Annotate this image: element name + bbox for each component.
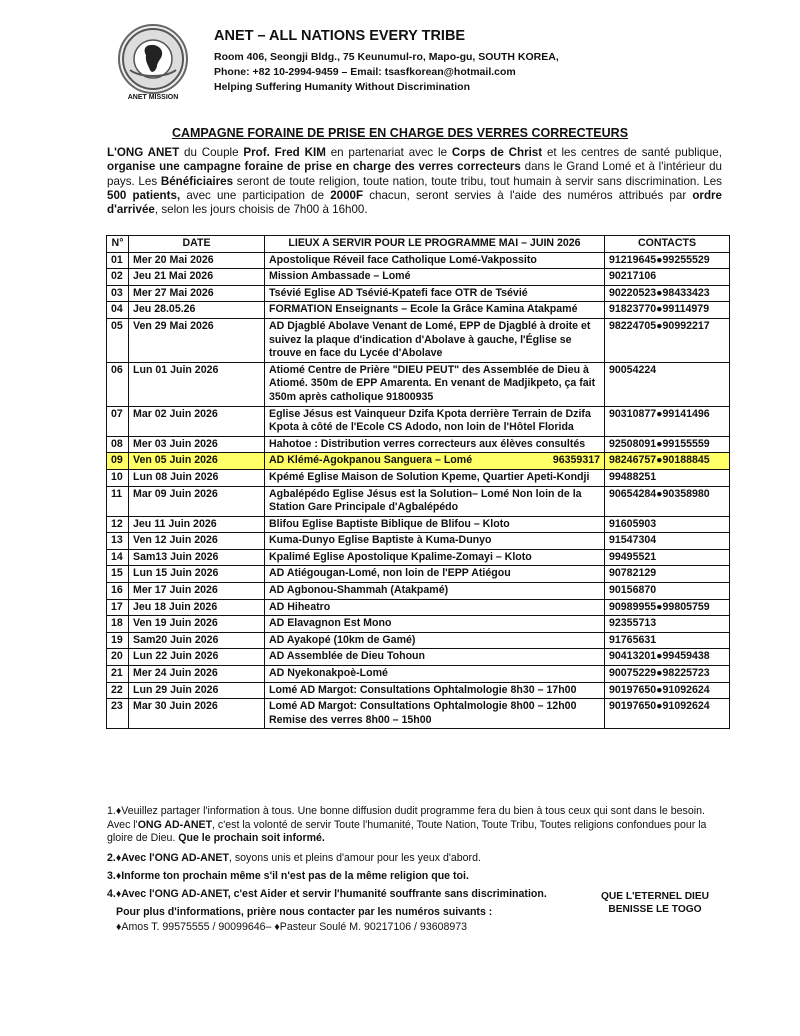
row-place-text: Agbalépédo Eglise Jésus est la Solution– Lomé Non loin de la Station Gare Principale d'Agbalépédo: [269, 487, 582, 514]
row-place-text: Tsévié Eglise AD Tsévié-Kpatefi face OTR de Tsévié: [269, 286, 528, 299]
intro-patients: 500 patients,: [107, 188, 181, 202]
row-date: Jeu 28.05.26: [129, 302, 265, 319]
table-row: [107, 616, 730, 633]
note-org: ONG AD-ANET: [137, 818, 213, 831]
row-date: Lun 01 Juin 2026: [129, 362, 265, 406]
row-contacts: 99495521: [605, 549, 730, 566]
note-org: ONG AD-ANET: [154, 852, 229, 864]
row-number: 07: [107, 406, 129, 436]
intro-order: ordre d'arrivée: [107, 188, 722, 217]
note-2: [107, 852, 727, 866]
row-number: 03: [107, 285, 129, 302]
row-contacts: 90782129: [605, 566, 730, 583]
row-date: Mer 17 Juin 2026: [129, 583, 265, 600]
table-row: [107, 549, 730, 566]
org-motto: Helping Suffering Humanity Without Discrimination: [214, 81, 470, 93]
intro-text: avec une participation de: [180, 188, 331, 202]
row-place: [265, 469, 605, 486]
row-place-text: AD Elavagnon Est Mono: [269, 617, 392, 630]
row-contacts: 98224705●90992217: [605, 318, 730, 362]
row-place-text: AD Djagblé Abolave Venant de Lomé, EPP de Djagblé à droite et suivez la plaque d'indication d'Abolave à gauche, l'Église se trouve en face du Lycée d'Abolave: [269, 319, 591, 360]
note-emphasis: Que le prochain soit informé.: [178, 832, 325, 845]
row-date: Ven 19 Juin 2026: [129, 616, 265, 633]
row-contacts: 98246757●90188845: [605, 453, 730, 470]
row-date: Mar 30 Juin 2026: [129, 699, 265, 729]
header-num: N°: [107, 236, 129, 253]
row-place: [265, 599, 605, 616]
row-date: Mer 20 Mai 2026: [129, 252, 265, 269]
blessing: [580, 890, 730, 916]
row-place-text: AD Assemblée de Dieu Tohoun: [269, 650, 425, 663]
row-place-text: Kpalimé Eglise Apostolique Kpalime-Zomayi – Kloto: [269, 550, 532, 563]
row-contacts: 90197650●91092624: [605, 682, 730, 699]
row-date: Ven 12 Juin 2026: [129, 533, 265, 550]
row-date: Lun 22 Juin 2026: [129, 649, 265, 666]
row-date: Lun 08 Juin 2026: [129, 469, 265, 486]
row-place-text: AD Ayakopé (10km de Gamé): [269, 633, 416, 646]
table-row: [107, 583, 730, 600]
intro-text: chacun, seront servies à l'aide des numéros attribués par: [363, 188, 693, 202]
row-contacts: 90989955●99805759: [605, 599, 730, 616]
row-date: Lun 15 Juin 2026: [129, 566, 265, 583]
row-contacts: 92355713: [605, 616, 730, 633]
row-place: [265, 285, 605, 302]
table-row: [107, 453, 730, 470]
row-place: [265, 533, 605, 550]
table-row: [107, 436, 730, 453]
note-text: , c'est la volonté de servir Toute l'humanité, Toute Nation, Toute Tribu, Toutes religions confondues pour la gloire de Dieu.: [107, 818, 707, 845]
row-date: Mar 02 Juin 2026: [129, 406, 265, 436]
row-date: Mar 09 Juin 2026: [129, 486, 265, 516]
row-place: [265, 453, 605, 470]
row-number: 16: [107, 583, 129, 600]
row-contacts: 90310877●99141496: [605, 406, 730, 436]
table-row: [107, 486, 730, 516]
org-phone-email: Phone: +82 10-2994-9459 – Email: tsasfkorean@hotmail.com: [214, 66, 516, 78]
row-place-text: Atiomé Centre de Prière "DIEU PEUT" des Assemblée de Dieu à Atiomé. 350m de EPP Amarenta. En venant de Madjikpeto, ça fait 350m après catholique 91800935: [269, 363, 596, 403]
logo-caption: ANET MISSION: [127, 94, 179, 101]
note-3: 3.♦Informe ton prochain même s'il n'est pas de la même religion que toi.: [107, 870, 469, 882]
note-1: [107, 805, 727, 846]
row-number: 05: [107, 318, 129, 362]
header-place: LIEUX A SERVIR POUR LE PROGRAMME MAI – JUIN 2026: [265, 236, 605, 253]
table-row: [107, 699, 730, 729]
row-number: 18: [107, 616, 129, 633]
header-date: DATE: [129, 236, 265, 253]
row-place: [265, 252, 605, 269]
contact-numbers: ♦Amos T. 99575555 / 90099646– ♦Pasteur Soulé M. 90217106 / 93608973: [116, 921, 468, 933]
table-header-row: [107, 236, 730, 253]
row-contacts: 90054224: [605, 362, 730, 406]
row-date: Mer 03 Juin 2026: [129, 436, 265, 453]
table-row: [107, 566, 730, 583]
row-place-text: Hahotoe : Distribution verres correcteurs aux élèves consultés: [269, 437, 586, 450]
row-place-text: AD Klémé-Agokpanou Sanguera – Lomé: [269, 454, 473, 467]
row-place: [265, 616, 605, 633]
intro-text: dans le Grand Lomé et à l'intérieur du pays. Les: [107, 160, 722, 188]
schedule-table: [106, 235, 730, 729]
row-place-text: Mission Ambassade – Lomé: [269, 270, 411, 283]
row-contacts: 99488251: [605, 469, 730, 486]
row-place-text: Apostolique Réveil face Catholique Lomé-Vakpossito: [269, 253, 537, 266]
intro-partner: Corps de Christ: [451, 146, 543, 159]
intro-text: du Couple: [179, 146, 244, 159]
note-text: 2.♦Avec l': [107, 852, 155, 864]
row-contacts: 91219645●99255529: [605, 252, 730, 269]
table-row: [107, 666, 730, 683]
intro-org: L'ONG ANET: [107, 146, 180, 159]
row-contacts: 91823770●99114979: [605, 302, 730, 319]
row-place-text: FORMATION Enseignants – Ecole la Grâce Kamina Atakpamé: [269, 303, 578, 316]
row-place: [265, 682, 605, 699]
table-row: [107, 318, 730, 362]
row-place: [265, 699, 605, 729]
row-date: Sam20 Juin 2026: [129, 632, 265, 649]
row-date: Sam13 Juin 2026: [129, 549, 265, 566]
row-contacts: 90075229●98225723: [605, 666, 730, 683]
row-date: Ven 05 Juin 2026: [129, 453, 265, 470]
row-contacts: 91605903: [605, 516, 730, 533]
row-number: 14: [107, 549, 129, 566]
row-number: 02: [107, 269, 129, 286]
row-number: 17: [107, 599, 129, 616]
row-place: [265, 269, 605, 286]
table-row: [107, 533, 730, 550]
row-contacts: 90220523●98433423: [605, 285, 730, 302]
table-row: [107, 269, 730, 286]
table-row: [107, 406, 730, 436]
note-4: 4.♦Avec l'ONG AD-ANET, c'est Aider et servir l'humanité souffrante sans discrimination.: [107, 888, 547, 900]
org-title: ANET – ALL NATIONS EVERY TRIBE: [214, 28, 466, 44]
row-date: Jeu 18 Juin 2026: [129, 599, 265, 616]
row-place-text: Lomé AD Margot: Consultations Ophtalmologie 8h00 – 12h00 Remise des verres 8h00 – 15h00: [269, 700, 577, 726]
intro-text: seront de toute religion, toute nation, toute tribu, tout humain à servir sans discrimination. Les: [233, 174, 722, 188]
header-contacts: CONTACTS: [605, 236, 730, 253]
row-number: 22: [107, 682, 129, 699]
row-place-text: AD Agbonou-Shammah (Atakpamé): [269, 584, 449, 597]
row-number: 19: [107, 632, 129, 649]
intro-fee: 2000F: [330, 188, 364, 202]
row-number: 21: [107, 666, 129, 683]
intro-text: , selon les jours choisis de 7h00 à 16h00.: [154, 203, 368, 217]
row-number: 08: [107, 436, 129, 453]
row-date: Lun 29 Juin 2026: [129, 682, 265, 699]
table-row: [107, 649, 730, 666]
row-place: [265, 436, 605, 453]
row-number: 09: [107, 453, 129, 470]
org-address: Room 406, Seongji Bldg., 75 Keunumul-ro, Mapo-gu, SOUTH KOREA,: [214, 51, 559, 63]
note-text: 1.♦Veuillez partager l'information à tous. Une bonne diffusion dudit programme fera du bien à tous ceux qui sont dans le besoin. Avec l': [107, 805, 705, 831]
row-place-text: Kpémé Eglise Maison de Solution Kpeme, Quartier Apeti-Kondji: [269, 470, 590, 483]
intro-text: et les centres de santé publique,: [542, 146, 722, 159]
row-place: [265, 486, 605, 516]
row-number: 01: [107, 252, 129, 269]
row-place: [265, 583, 605, 600]
schedule-rows: [107, 252, 730, 729]
row-number: 23: [107, 699, 129, 729]
row-number: 20: [107, 649, 129, 666]
row-place: [265, 649, 605, 666]
row-place-text: Kuma-Dunyo Eglise Baptiste à Kuma-Dunyo: [269, 534, 492, 547]
table-row: [107, 302, 730, 319]
row-place-text: Blifou Eglise Baptiste Biblique de Blifou – Kloto: [269, 517, 510, 530]
row-place: [265, 566, 605, 583]
note-text: , soyons unis et pleins d'amour pour les yeux d'abord.: [228, 852, 481, 864]
row-place-text: Eglise Jésus est Vainqueur Dzifa Kpota derrière Terrain de Dzifa Kpota à côté de l'Ecole CS Adodo, non loin de l'Hôtel Florida: [269, 407, 591, 434]
table-row: [107, 599, 730, 616]
letterhead: [118, 24, 718, 112]
row-place-text: Lomé AD Margot: Consultations Ophtalmologie 8h30 – 17h00: [269, 683, 577, 696]
row-place: [265, 406, 605, 436]
row-place-text: AD Nyekonakpoè-Lomé: [269, 667, 388, 680]
row-contacts: 90156870: [605, 583, 730, 600]
row-number: 13: [107, 533, 129, 550]
table-row: [107, 469, 730, 486]
row-place-text: AD Hiheatro: [269, 600, 331, 613]
intro-campaign: organise une campagne foraine de prise en charge des verres correcteurs: [107, 160, 521, 174]
table-row: [107, 516, 730, 533]
table-row: [107, 632, 730, 649]
row-place: [265, 632, 605, 649]
row-date: Jeu 21 Mai 2026: [129, 269, 265, 286]
anet-logo: [118, 24, 188, 94]
row-contacts: 90217106: [605, 269, 730, 286]
row-contacts: 92508091●99155559: [605, 436, 730, 453]
contact-info-line: Pour plus d'informations, prière nous contacter par les numéros suivants :: [116, 906, 493, 918]
row-number: 06: [107, 362, 129, 406]
row-place: [265, 318, 605, 362]
row-place: [265, 302, 605, 319]
row-date: Jeu 11 Juin 2026: [129, 516, 265, 533]
row-date: Mer 27 Mai 2026: [129, 285, 265, 302]
row-place-text: AD Atiégougan-Lomé, non loin de l'EPP Atiégou: [269, 567, 511, 580]
intro-paragraph: [107, 146, 722, 217]
row-number: 10: [107, 469, 129, 486]
row-number: 12: [107, 516, 129, 533]
row-place-phone: 96359317: [552, 454, 600, 467]
document-title: CAMPAGNE FORAINE DE PRISE EN CHARGE DES VERRES CORRECTEURS: [171, 126, 629, 140]
row-place: [265, 516, 605, 533]
intro-founder: Prof. Fred KIM: [243, 146, 326, 159]
globe-icon: [120, 26, 186, 92]
row-contacts: 91547304: [605, 533, 730, 550]
blessing-line-1: QUE L'ETERNEL DIEU: [600, 891, 710, 902]
row-date: Mer 24 Juin 2026: [129, 666, 265, 683]
row-contacts: 90413201●99459438: [605, 649, 730, 666]
row-contacts: 90654284●90358980: [605, 486, 730, 516]
intro-text: en partenariat avec le: [325, 146, 452, 159]
row-date: Ven 29 Mai 2026: [129, 318, 265, 362]
row-number: 04: [107, 302, 129, 319]
row-place: [265, 666, 605, 683]
table-row: [107, 362, 730, 406]
table-row: [107, 682, 730, 699]
row-number: 15: [107, 566, 129, 583]
table-row: [107, 285, 730, 302]
blessing-line-2: BENISSE LE TOGO: [608, 904, 702, 915]
intro-beneficiaries: Bénéficiaires: [160, 174, 234, 188]
row-place: [265, 549, 605, 566]
table-row: [107, 252, 730, 269]
row-number: 11: [107, 486, 129, 516]
row-contacts: 91765631: [605, 632, 730, 649]
row-contacts: 90197650●91092624: [605, 699, 730, 729]
row-place: [265, 362, 605, 406]
